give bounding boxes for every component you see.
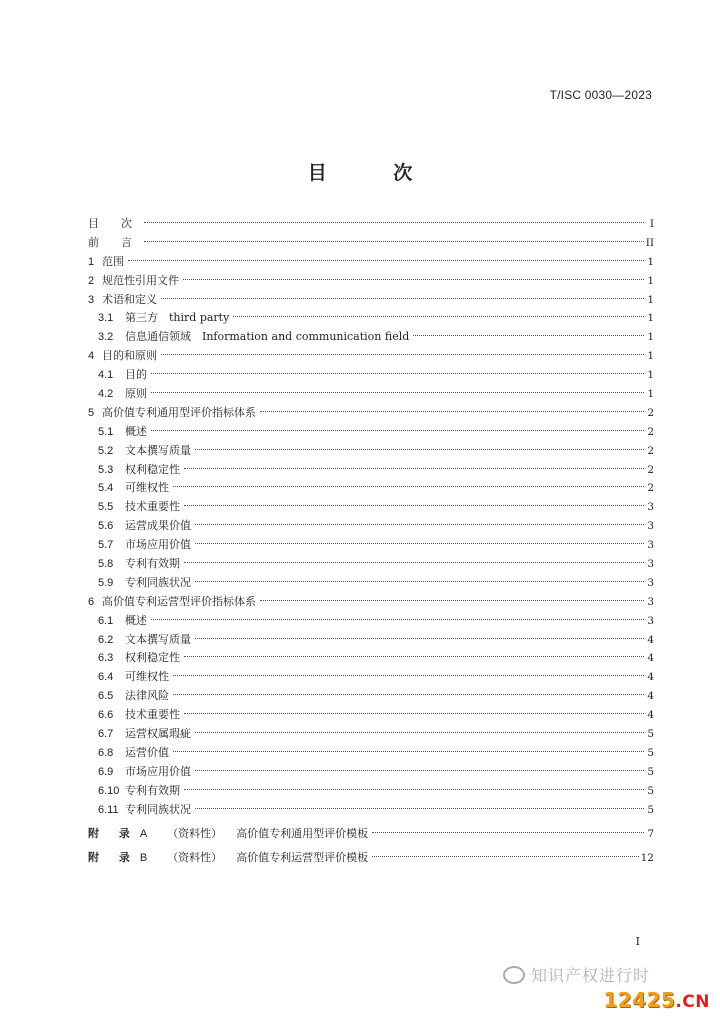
toc-entry-page: I bbox=[649, 218, 654, 230]
toc-entry-page: 2 bbox=[647, 425, 654, 438]
toc-entry-label: 可维权性 bbox=[125, 481, 169, 495]
toc-entry-number: 4 bbox=[88, 350, 95, 363]
toc-entry[interactable] bbox=[88, 234, 654, 253]
toc-entry-number: 5.6 bbox=[98, 520, 114, 533]
watermark-text: 知识产权进行时 bbox=[530, 966, 650, 985]
toc-entry-number: 6.2 bbox=[98, 633, 114, 646]
toc-entry-label: 目的 bbox=[125, 368, 147, 382]
toc-entry-number: 6.7 bbox=[98, 728, 114, 741]
toc-entry[interactable] bbox=[88, 763, 654, 782]
toc-entry[interactable] bbox=[88, 517, 654, 536]
toc-entry[interactable] bbox=[88, 498, 654, 517]
toc-entry-label: 专利同族状况 bbox=[125, 575, 191, 589]
toc-entry-number: 6.8 bbox=[98, 746, 114, 759]
toc-entry-number: 5.4 bbox=[98, 482, 114, 495]
dot-leader bbox=[260, 600, 644, 601]
toc-entry-page: 4 bbox=[647, 652, 654, 665]
toc-entry[interactable] bbox=[88, 631, 654, 650]
dot-leader bbox=[195, 808, 644, 809]
toc-entry-page: 5 bbox=[647, 803, 654, 816]
appendix-heading: 附 录 bbox=[88, 826, 138, 840]
toc-entry[interactable] bbox=[88, 423, 654, 442]
appendix-entry[interactable] bbox=[88, 847, 654, 868]
dot-leader bbox=[184, 562, 644, 563]
toc-entry-label: 专利有效期 bbox=[125, 557, 180, 571]
toc-entry-label: 权利稳定性 bbox=[125, 462, 180, 476]
toc-entry[interactable] bbox=[88, 215, 654, 234]
toc-entry-page: 4 bbox=[647, 633, 654, 646]
toc-entry-number: 4.2 bbox=[98, 388, 114, 401]
toc-entry-page: 3 bbox=[647, 595, 654, 608]
toc-entry-label: 术语和定义 bbox=[102, 292, 157, 306]
dot-leader bbox=[413, 335, 644, 336]
toc-entry-page: 1 bbox=[647, 331, 654, 344]
toc-entry-number: 6.1 bbox=[98, 614, 114, 627]
toc-entry[interactable] bbox=[88, 328, 654, 347]
toc-entry[interactable] bbox=[88, 253, 654, 272]
appendix-heading: 附 录 bbox=[88, 850, 138, 864]
toc-entry-page: 5 bbox=[647, 765, 654, 778]
toc-entry-page: 2 bbox=[647, 482, 654, 495]
toc-entry-label: 技术重要性 bbox=[125, 708, 180, 722]
dot-leader bbox=[184, 505, 644, 506]
toc-entry[interactable] bbox=[88, 442, 654, 461]
toc-entry-number: 5.7 bbox=[98, 539, 114, 552]
appendix-type: （资料性） bbox=[167, 850, 223, 864]
toc-entry[interactable] bbox=[88, 801, 654, 820]
toc-entry-number: 5.8 bbox=[98, 558, 114, 571]
toc-entry-page: 1 bbox=[647, 312, 654, 325]
site-logo[interactable] bbox=[603, 988, 710, 1012]
toc-entry-page: 2 bbox=[647, 444, 654, 457]
toc-entry-number: 5.2 bbox=[98, 444, 114, 457]
dot-leader bbox=[195, 524, 644, 525]
toc-entry-label: 范围 bbox=[102, 254, 124, 268]
site-logo-digits: 12425 bbox=[603, 988, 676, 1012]
toc-entry-label: 高价值专利运营型评价指标体系 bbox=[102, 594, 256, 608]
dot-leader bbox=[195, 770, 644, 771]
toc-entry-label-part: 前 bbox=[88, 235, 99, 249]
dot-leader bbox=[161, 298, 644, 299]
toc-entry-page: 1 bbox=[647, 350, 654, 363]
toc-entry-label: 概述 bbox=[125, 424, 147, 438]
toc-entry-label: 运营成果价值 bbox=[125, 519, 191, 533]
toc-entry-number: 6.6 bbox=[98, 709, 114, 722]
dot-leader bbox=[173, 694, 644, 695]
toc-entry-number: 2 bbox=[88, 274, 95, 287]
toc-entry-number: 6.10 bbox=[98, 784, 120, 797]
document-code: T/ISC 0030—2023 bbox=[549, 88, 652, 102]
dot-leader bbox=[183, 279, 644, 280]
toc-entry[interactable] bbox=[88, 574, 654, 593]
toc-entry-number: 3.1 bbox=[98, 312, 114, 325]
toc-entry-label: 目的和原则 bbox=[102, 349, 157, 363]
toc-entry-page: 4 bbox=[647, 709, 654, 722]
toc-entry[interactable] bbox=[88, 687, 654, 706]
toc-entry[interactable] bbox=[88, 272, 654, 291]
toc-entry-label: 专利同族状况 bbox=[125, 802, 191, 816]
toc-entry-page: 2 bbox=[647, 406, 654, 419]
dot-leader bbox=[151, 392, 644, 393]
toc-entry-label: 运营价值 bbox=[125, 745, 169, 759]
toc-entry-page: 1 bbox=[647, 255, 654, 268]
appendix-entry[interactable] bbox=[88, 823, 654, 844]
toc-entry-number: 5.5 bbox=[98, 501, 114, 514]
toc-entry-number: 6.11 bbox=[98, 803, 119, 816]
toc-entry-label: 信息通信领域 Information and communication field bbox=[125, 330, 410, 344]
toc-entry-page: 3 bbox=[647, 576, 654, 589]
toc-entry-label: 市场应用价值 bbox=[125, 764, 191, 778]
toc-entry[interactable] bbox=[88, 385, 654, 404]
toc-entry[interactable] bbox=[88, 782, 654, 801]
toc-entry[interactable] bbox=[88, 536, 654, 555]
toc-entry[interactable] bbox=[88, 461, 654, 480]
toc-entry[interactable] bbox=[88, 612, 654, 631]
toc-entry-number: 1 bbox=[88, 255, 95, 268]
dot-leader bbox=[173, 751, 644, 752]
toc-entry-label: 可维权性 bbox=[125, 670, 169, 684]
toc-entry-label bbox=[88, 215, 142, 234]
dot-leader bbox=[372, 832, 644, 833]
toc-entry-number: 3 bbox=[88, 293, 95, 306]
page-number: I bbox=[635, 935, 640, 948]
dot-leader bbox=[184, 468, 644, 469]
site-logo-tld: .CN bbox=[675, 992, 710, 1012]
toc-entry[interactable] bbox=[88, 555, 654, 574]
toc-entry-number: 5.9 bbox=[98, 576, 114, 589]
toc-entry[interactable] bbox=[88, 649, 654, 668]
dot-leader bbox=[173, 486, 644, 487]
toc-entry-page: 5 bbox=[647, 746, 654, 759]
toc-entry-label: 概述 bbox=[125, 613, 147, 627]
appendix-title: 高价值专利运营型评价模板 bbox=[236, 850, 369, 864]
toc-entry[interactable] bbox=[88, 366, 654, 385]
dot-leader bbox=[151, 430, 644, 431]
toc-entry-label: 技术重要性 bbox=[125, 500, 180, 514]
toc-entry[interactable] bbox=[88, 291, 654, 310]
watermark bbox=[503, 963, 650, 986]
toc-entry-page: 1 bbox=[647, 293, 654, 306]
toc-entry-label: 专利有效期 bbox=[125, 783, 180, 797]
appendix-page: 7 bbox=[647, 827, 654, 840]
toc-entry-page: 3 bbox=[647, 558, 654, 571]
dot-leader bbox=[184, 713, 644, 714]
dot-leader bbox=[144, 222, 644, 223]
toc-entry-number: 6.5 bbox=[98, 690, 114, 703]
toc-entry-label: 权利稳定性 bbox=[125, 651, 180, 665]
dot-leader bbox=[144, 241, 644, 242]
toc-entry[interactable] bbox=[88, 706, 654, 725]
dot-leader bbox=[233, 316, 644, 317]
toc-entry[interactable] bbox=[88, 725, 654, 744]
toc-entry-number: 5.3 bbox=[98, 463, 114, 476]
toc-entry-page: 3 bbox=[647, 501, 654, 514]
toc-entry-page: 4 bbox=[647, 671, 654, 684]
toc-entry-label: 文本撰写质量 bbox=[125, 632, 191, 646]
toc-entry[interactable] bbox=[88, 479, 654, 498]
toc-entry-label: 规范性引用文件 bbox=[102, 273, 179, 287]
toc-entry-label: 文本撰写质量 bbox=[125, 443, 191, 457]
toc-entry-label: 第三方 third party bbox=[125, 311, 230, 325]
toc-entry-number: 5 bbox=[88, 406, 95, 419]
table-of-contents bbox=[88, 215, 654, 868]
toc-entry-number: 6.3 bbox=[98, 652, 114, 665]
toc-entry-label: 市场应用价值 bbox=[125, 538, 191, 552]
toc-title: 目 次 bbox=[307, 162, 443, 184]
toc-entry[interactable] bbox=[88, 404, 654, 423]
toc-entry-label bbox=[88, 234, 142, 253]
toc-entry-page: 1 bbox=[647, 388, 654, 401]
dot-leader bbox=[184, 789, 644, 790]
appendix-letter: A bbox=[139, 827, 148, 840]
toc-entry[interactable] bbox=[88, 668, 654, 687]
wechat-icon bbox=[503, 966, 525, 984]
dot-leader bbox=[195, 732, 644, 733]
toc-entry-page: 2 bbox=[647, 463, 654, 476]
toc-entry-number: 3.2 bbox=[98, 331, 114, 344]
dot-leader bbox=[128, 260, 644, 261]
toc-entry-number: 5.1 bbox=[98, 425, 114, 438]
dot-leader bbox=[161, 354, 644, 355]
toc-entry-page: 3 bbox=[647, 539, 654, 552]
dot-leader bbox=[195, 543, 644, 544]
toc-entry-number: 4.1 bbox=[98, 369, 114, 382]
toc-entry-page: 3 bbox=[647, 614, 654, 627]
toc-entry-label-part: 言 bbox=[121, 235, 132, 249]
toc-entry[interactable] bbox=[88, 309, 654, 328]
toc-entry-label-part: 目 bbox=[88, 217, 99, 230]
toc-entry-number: 6.4 bbox=[98, 671, 114, 684]
dot-leader bbox=[372, 856, 638, 857]
toc-entry-page: 5 bbox=[647, 784, 654, 797]
dot-leader bbox=[195, 638, 644, 639]
toc-entry-label: 原则 bbox=[125, 387, 147, 401]
appendix-title: 高价值专利通用型评价模板 bbox=[236, 826, 369, 840]
appendix-type: （资料性） bbox=[167, 826, 223, 840]
toc-entry-page: 3 bbox=[647, 520, 654, 533]
dot-leader bbox=[195, 449, 644, 450]
toc-entry-number: 6 bbox=[88, 595, 95, 608]
dot-leader bbox=[151, 373, 644, 374]
toc-entry[interactable] bbox=[88, 593, 654, 612]
dot-leader bbox=[151, 619, 644, 620]
toc-entry[interactable] bbox=[88, 347, 654, 366]
toc-entry-number: 6.9 bbox=[98, 765, 114, 778]
toc-entry-label-part: 次 bbox=[121, 217, 132, 230]
toc-entry-page: 1 bbox=[647, 369, 654, 382]
dot-leader bbox=[195, 581, 644, 582]
dot-leader bbox=[260, 411, 644, 412]
toc-entry-label: 运营权属瑕疵 bbox=[125, 727, 191, 741]
dot-leader bbox=[173, 675, 644, 676]
toc-entry-page: 1 bbox=[647, 274, 654, 287]
toc-entry[interactable] bbox=[88, 744, 654, 763]
toc-entry-page: 5 bbox=[647, 728, 654, 741]
dot-leader bbox=[184, 656, 644, 657]
toc-entry-label: 法律风险 bbox=[125, 689, 169, 703]
appendix-page: 12 bbox=[640, 851, 654, 864]
appendix-letter: B bbox=[139, 851, 148, 864]
toc-entry-page: II bbox=[645, 236, 654, 249]
toc-entry-label: 高价值专利通用型评价指标体系 bbox=[102, 405, 256, 419]
toc-entry-page: 4 bbox=[647, 690, 654, 703]
